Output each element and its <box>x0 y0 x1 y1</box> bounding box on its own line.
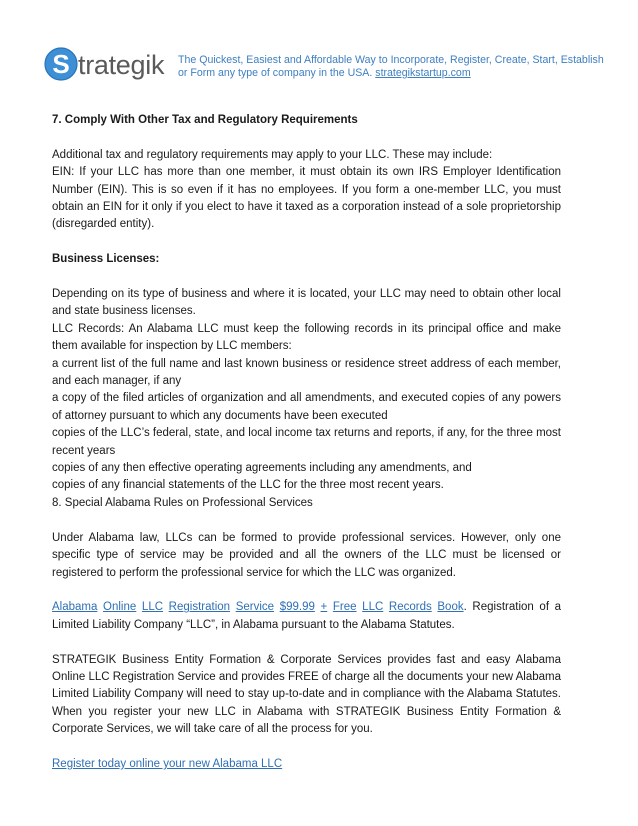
tagline-text: The Quickest, Easiest and Affordable Way to Incorporate, Register, Create, Start, Establish or Form any type of company in the USA. <box>178 54 604 79</box>
register-cta-link[interactable]: Register today online your new Alabama LLC <box>52 757 283 770</box>
site-link[interactable]: strategikstartup.com <box>375 67 471 79</box>
logo-letter: S <box>52 49 70 79</box>
link-online[interactable]: Online <box>103 601 137 614</box>
logo-s-mark-icon <box>44 44 78 84</box>
logo-wordmark: trategik <box>78 50 165 80</box>
professional-services-paragraph: Under Alabama law, LLCs can be formed to provide professional services. However, only one specific type of service may be provided and all the owners of the LLC must be licensed or registered to perform the professional service for which the LLC was organized. <box>52 531 561 579</box>
llc-records-paragraph: LLC Records: An Alabama LLC must keep the following records in its principal office and make them available for inspection by LLC members: <box>52 322 561 353</box>
document-body <box>52 112 561 773</box>
records-item-articles: a copy of the filed articles of organization and all amendments, and executed copies of any powers of attorney pursuant to which any documents have been executed <box>52 392 561 422</box>
link-llc[interactable]: LLC <box>141 601 164 614</box>
ein-paragraph: EIN: If your LLC has more than one member, it must obtain its own IRS Employer Identification Number (EIN). This is so even if it has no employees. If you form a one-member LLC, you must obtain an EIN for it only if you elect to have it taxed as a corporation instead of a sole proprietorship (disregarded entity). <box>52 166 561 231</box>
section-7-title: 7. Comply With Other Tax and Regulatory Requirements <box>52 114 358 126</box>
records-item-operating-agreements: copies of any then effective operating agreements including any amendments, and <box>52 462 472 475</box>
records-item-tax-returns: copies of the LLC’s federal, state, and local income tax returns and reports, if any, for the three most recent years <box>52 427 561 457</box>
header-tagline <box>178 54 608 80</box>
link-alabama[interactable]: Alabama <box>52 601 98 614</box>
registration-links-paragraph <box>52 599 561 634</box>
page-header <box>44 40 604 90</box>
link-records[interactable]: Records <box>388 601 432 614</box>
link-service[interactable]: Service <box>235 601 275 614</box>
section-7-intro: Additional tax and regulatory requirements may apply to your LLC. These may include: <box>52 148 493 161</box>
link-registration[interactable]: Registration <box>168 601 231 614</box>
section-8-title: 8. Special Alabama Rules on Professional Services <box>52 496 313 509</box>
licenses-paragraph: Depending on its type of business and where it is located, your LLC may need to obtain other local and state business licenses. <box>52 288 561 318</box>
link-free[interactable]: Free <box>332 601 357 614</box>
link-book[interactable]: Book <box>437 601 464 614</box>
business-licenses-title: Business Licenses: <box>52 253 160 266</box>
link-plus[interactable]: + <box>320 601 328 614</box>
records-item-financial-statements: copies of any financial statements of the LLC for the three most recent years. <box>52 479 444 492</box>
link-llc-2[interactable]: LLC <box>362 601 384 614</box>
link-price[interactable]: $99.99 <box>279 601 315 614</box>
strategik-logo <box>44 44 174 84</box>
registration-links-tail: . Registration of a Limited Liability Company “LLC”, in Alabama pursuant to the Alabama Statutes. <box>52 601 562 631</box>
records-item-member-list: a current list of the full name and last known business or residence street address of each member, and each manager, if any <box>52 357 561 388</box>
strategik-services-paragraph: STRATEGIK Business Entity Formation & Corporate Services provides fast and easy Alabama Online LLC Registration Service and provides FREE of charge all the documents your new Alabama Limited Liability Company will need to stay up-to-date and in compliance with the Alabama Statutes. When you register your new LLC in Alabama with STRATEGIK Business Entity Formation & Corporate Services, we will take care of all the process for you. <box>52 653 561 736</box>
